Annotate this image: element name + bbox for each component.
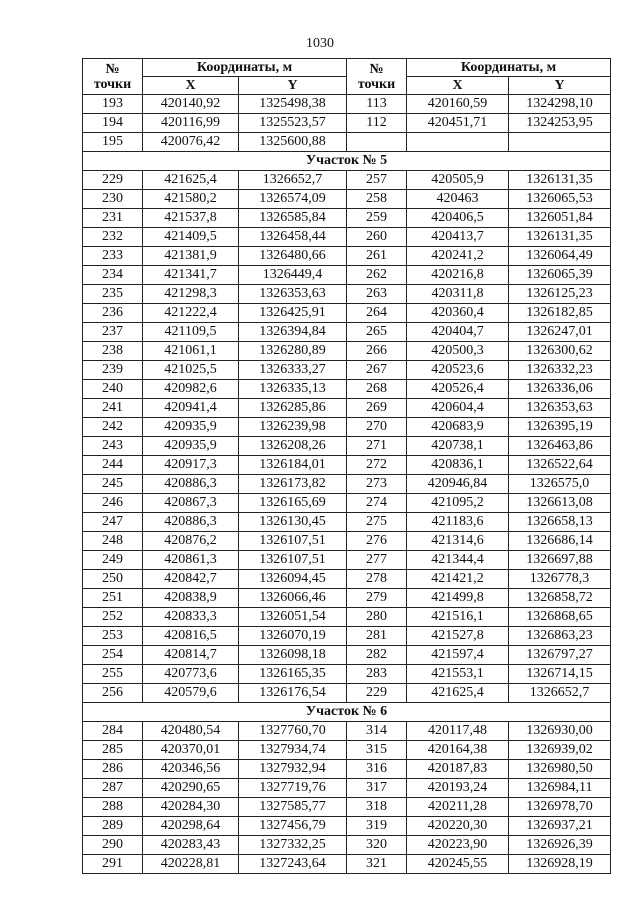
x-coordinate-left: 420886,3 — [143, 475, 239, 494]
x-coordinate-right: 421625,4 — [407, 684, 509, 703]
point-number-right: 258 — [347, 190, 407, 209]
y-coordinate-left: 1327243,64 — [239, 855, 347, 874]
y-coordinate-left: 1326449,4 — [239, 266, 347, 285]
table-row — [83, 589, 611, 608]
point-number-right: 260 — [347, 228, 407, 247]
table-row — [83, 171, 611, 190]
y-coordinate-left: 1326066,46 — [239, 589, 347, 608]
point-number-right: 261 — [347, 247, 407, 266]
point-number-right: 319 — [347, 817, 407, 836]
x-coordinate-left: 420298,64 — [143, 817, 239, 836]
y-coordinate-right: 1326575,0 — [509, 475, 611, 494]
x-coordinate-right: 421344,4 — [407, 551, 509, 570]
point-number-right: 320 — [347, 836, 407, 855]
point-number-right: 270 — [347, 418, 407, 437]
x-coordinate-right: 421499,8 — [407, 589, 509, 608]
x-coordinate-left: 420283,43 — [143, 836, 239, 855]
x-coordinate-left: 420861,3 — [143, 551, 239, 570]
point-number-right: 266 — [347, 342, 407, 361]
x-coordinate-left: 420773,6 — [143, 665, 239, 684]
point-number-right: 318 — [347, 798, 407, 817]
y-coordinate-left: 1325498,38 — [239, 95, 347, 114]
y-coordinate-right: 1324253,95 — [509, 114, 611, 133]
point-number-left: 254 — [83, 646, 143, 665]
x-coordinate-left: 421109,5 — [143, 323, 239, 342]
x-coordinate-left: 420935,9 — [143, 418, 239, 437]
point-number-right: 315 — [347, 741, 407, 760]
table-row — [83, 114, 611, 133]
table-row — [83, 323, 611, 342]
y-coordinate-left: 1326425,91 — [239, 304, 347, 323]
y-coordinate-right: 1326125,23 — [509, 285, 611, 304]
point-number-left: 241 — [83, 399, 143, 418]
point-number-left: 242 — [83, 418, 143, 437]
header-point-number-left — [83, 59, 143, 95]
y-coordinate-left: 1326239,98 — [239, 418, 347, 437]
table-row — [83, 855, 611, 874]
x-coordinate-left: 420886,3 — [143, 513, 239, 532]
table-row — [83, 513, 611, 532]
page-number: 1030 — [306, 36, 334, 51]
point-number-left: 232 — [83, 228, 143, 247]
point-number-left: 236 — [83, 304, 143, 323]
y-coordinate-right: 1326522,64 — [509, 456, 611, 475]
x-coordinate-right: 420220,30 — [407, 817, 509, 836]
x-coordinate-right — [407, 133, 509, 152]
x-coordinate-left: 420814,7 — [143, 646, 239, 665]
table-row — [83, 608, 611, 627]
point-number-left: 238 — [83, 342, 143, 361]
point-number-right: 277 — [347, 551, 407, 570]
y-coordinate-left: 1326107,51 — [239, 551, 347, 570]
header-y-left: Y — [239, 77, 347, 95]
point-number-left: 233 — [83, 247, 143, 266]
y-coordinate-right: 1326778,3 — [509, 570, 611, 589]
y-coordinate-left: 1327456,79 — [239, 817, 347, 836]
x-coordinate-left: 421298,3 — [143, 285, 239, 304]
x-coordinate-left: 420935,9 — [143, 437, 239, 456]
x-coordinate-right: 420604,4 — [407, 399, 509, 418]
x-coordinate-right: 421183,6 — [407, 513, 509, 532]
x-coordinate-left: 421341,7 — [143, 266, 239, 285]
table-row — [83, 266, 611, 285]
x-coordinate-right: 420946,84 — [407, 475, 509, 494]
point-number-left: 245 — [83, 475, 143, 494]
point-number-right: 321 — [347, 855, 407, 874]
table-row — [83, 627, 611, 646]
x-coordinate-left: 421625,4 — [143, 171, 239, 190]
table-row — [83, 399, 611, 418]
y-coordinate-left: 1326353,63 — [239, 285, 347, 304]
x-coordinate-left: 421409,5 — [143, 228, 239, 247]
point-number-left: 231 — [83, 209, 143, 228]
x-coordinate-left: 421222,4 — [143, 304, 239, 323]
point-number-left: 255 — [83, 665, 143, 684]
y-coordinate-left: 1326574,09 — [239, 190, 347, 209]
x-coordinate-left: 420876,2 — [143, 532, 239, 551]
x-coordinate-right: 421314,6 — [407, 532, 509, 551]
point-number-right: 317 — [347, 779, 407, 798]
section-row — [83, 152, 611, 171]
x-coordinate-left: 420290,65 — [143, 779, 239, 798]
x-coordinate-left: 420284,30 — [143, 798, 239, 817]
y-coordinate-right: 1326926,39 — [509, 836, 611, 855]
x-coordinate-right: 420500,3 — [407, 342, 509, 361]
table-row — [83, 684, 611, 703]
x-coordinate-right: 421527,8 — [407, 627, 509, 646]
y-coordinate-right: 1326863,23 — [509, 627, 611, 646]
x-coordinate-right: 421553,1 — [407, 665, 509, 684]
point-number-left: 253 — [83, 627, 143, 646]
point-number-left: 256 — [83, 684, 143, 703]
y-coordinate-right: 1326868,65 — [509, 608, 611, 627]
y-coordinate-right: 1326463,86 — [509, 437, 611, 456]
y-coordinate-left: 1327934,74 — [239, 741, 347, 760]
x-coordinate-left: 420941,4 — [143, 399, 239, 418]
point-number-left: 240 — [83, 380, 143, 399]
x-coordinate-right: 420451,71 — [407, 114, 509, 133]
x-coordinate-right: 421597,4 — [407, 646, 509, 665]
x-coordinate-right: 420463 — [407, 190, 509, 209]
table-row — [83, 741, 611, 760]
x-coordinate-right: 420505,9 — [407, 171, 509, 190]
x-coordinate-right: 420404,7 — [407, 323, 509, 342]
point-number-left: 250 — [83, 570, 143, 589]
x-coordinate-right: 421421,2 — [407, 570, 509, 589]
y-coordinate-left: 1326285,86 — [239, 399, 347, 418]
x-coordinate-left: 421381,9 — [143, 247, 239, 266]
point-number-right: 278 — [347, 570, 407, 589]
table-row — [83, 798, 611, 817]
y-coordinate-right: 1326395,19 — [509, 418, 611, 437]
x-coordinate-left: 421580,2 — [143, 190, 239, 209]
y-coordinate-left: 1326070,19 — [239, 627, 347, 646]
point-number-right: 112 — [347, 114, 407, 133]
point-number-left: 195 — [83, 133, 143, 152]
point-number-left: 286 — [83, 760, 143, 779]
x-coordinate-right: 420117,48 — [407, 722, 509, 741]
table-row — [83, 342, 611, 361]
point-number-right: 271 — [347, 437, 407, 456]
y-coordinate-right: 1326658,13 — [509, 513, 611, 532]
table-row — [83, 209, 611, 228]
y-coordinate-left: 1326652,7 — [239, 171, 347, 190]
y-coordinate-right: 1326697,88 — [509, 551, 611, 570]
section-row — [83, 703, 611, 722]
point-number-left: 237 — [83, 323, 143, 342]
x-coordinate-right: 420160,59 — [407, 95, 509, 114]
x-coordinate-left: 420816,5 — [143, 627, 239, 646]
x-coordinate-right: 420683,9 — [407, 418, 509, 437]
table-row — [83, 190, 611, 209]
y-coordinate-right: 1326065,39 — [509, 266, 611, 285]
header-point-number-right — [347, 59, 407, 95]
point-number-right: 257 — [347, 171, 407, 190]
y-coordinate-right: 1326652,7 — [509, 684, 611, 703]
table-row — [83, 779, 611, 798]
x-coordinate-left: 420579,6 — [143, 684, 239, 703]
x-coordinate-left: 420917,3 — [143, 456, 239, 475]
y-coordinate-right: 1326051,84 — [509, 209, 611, 228]
y-coordinate-left: 1326165,69 — [239, 494, 347, 513]
section-title: Участок № 5 — [83, 152, 611, 171]
point-number-right: 281 — [347, 627, 407, 646]
point-number-left: 251 — [83, 589, 143, 608]
x-coordinate-left: 421537,8 — [143, 209, 239, 228]
y-coordinate-right: 1326714,15 — [509, 665, 611, 684]
y-coordinate-right: 1326247,01 — [509, 323, 611, 342]
point-number-left: 252 — [83, 608, 143, 627]
y-coordinate-left: 1327585,77 — [239, 798, 347, 817]
y-coordinate-left: 1326394,84 — [239, 323, 347, 342]
y-coordinate-left: 1326458,44 — [239, 228, 347, 247]
y-coordinate-left: 1327932,94 — [239, 760, 347, 779]
point-number-right: 265 — [347, 323, 407, 342]
table-row — [83, 494, 611, 513]
x-coordinate-right: 420211,28 — [407, 798, 509, 817]
point-number-left: 290 — [83, 836, 143, 855]
coordinates-table — [82, 58, 611, 874]
x-coordinate-right: 420523,6 — [407, 361, 509, 380]
point-number-right: 113 — [347, 95, 407, 114]
table-row — [83, 665, 611, 684]
x-coordinate-right: 420413,7 — [407, 228, 509, 247]
x-coordinate-right: 420738,1 — [407, 437, 509, 456]
table-row — [83, 361, 611, 380]
point-number-right: 280 — [347, 608, 407, 627]
x-coordinate-right: 421095,2 — [407, 494, 509, 513]
header-x-right: X — [407, 77, 509, 95]
header-y-right: Y — [509, 77, 611, 95]
point-number-left: 291 — [83, 855, 143, 874]
point-number-left: 247 — [83, 513, 143, 532]
point-number-left: 289 — [83, 817, 143, 836]
y-coordinate-left: 1327332,25 — [239, 836, 347, 855]
x-coordinate-left: 420480,54 — [143, 722, 239, 741]
table-row — [83, 95, 611, 114]
x-coordinate-left: 420116,99 — [143, 114, 239, 133]
point-number-right: 229 — [347, 684, 407, 703]
y-coordinate-right: 1326182,85 — [509, 304, 611, 323]
table-row — [83, 133, 611, 152]
x-coordinate-right: 420406,5 — [407, 209, 509, 228]
y-coordinate-right: 1324298,10 — [509, 95, 611, 114]
y-coordinate-left: 1326130,45 — [239, 513, 347, 532]
point-number-right: 264 — [347, 304, 407, 323]
table-row — [83, 570, 611, 589]
table-row — [83, 551, 611, 570]
point-number-left: 287 — [83, 779, 143, 798]
point-number-left: 229 — [83, 171, 143, 190]
point-number-right: 268 — [347, 380, 407, 399]
point-number-right: 263 — [347, 285, 407, 304]
x-coordinate-right: 420223,90 — [407, 836, 509, 855]
x-coordinate-left: 420228,81 — [143, 855, 239, 874]
y-coordinate-left: 1327760,70 — [239, 722, 347, 741]
point-number-right: 267 — [347, 361, 407, 380]
point-number-left: 244 — [83, 456, 143, 475]
table-body — [83, 95, 611, 874]
point-number-right: 279 — [347, 589, 407, 608]
point-number-right: 283 — [347, 665, 407, 684]
y-coordinate-left: 1326184,01 — [239, 456, 347, 475]
table-row — [83, 760, 611, 779]
x-coordinate-right: 420164,38 — [407, 741, 509, 760]
section-title: Участок № 6 — [83, 703, 611, 722]
y-coordinate-left: 1325523,57 — [239, 114, 347, 133]
x-coordinate-right: 420836,1 — [407, 456, 509, 475]
y-coordinate-left: 1326094,45 — [239, 570, 347, 589]
table-row — [83, 646, 611, 665]
table-row — [83, 228, 611, 247]
header-coords-title-right: Координаты, м — [407, 59, 611, 77]
x-coordinate-right: 420187,83 — [407, 760, 509, 779]
x-coordinate-left: 420346,56 — [143, 760, 239, 779]
y-coordinate-right: 1326332,23 — [509, 361, 611, 380]
header-num-symbol: № — [369, 61, 384, 77]
x-coordinate-right: 420241,2 — [407, 247, 509, 266]
table-row — [83, 722, 611, 741]
y-coordinate-right: 1326980,50 — [509, 760, 611, 779]
y-coordinate-right: 1326065,53 — [509, 190, 611, 209]
point-number-left: 243 — [83, 437, 143, 456]
x-coordinate-left: 420867,3 — [143, 494, 239, 513]
y-coordinate-left: 1326051,54 — [239, 608, 347, 627]
x-coordinate-left: 420838,9 — [143, 589, 239, 608]
table-row — [83, 532, 611, 551]
x-coordinate-left: 420140,92 — [143, 95, 239, 114]
x-coordinate-right: 420216,8 — [407, 266, 509, 285]
table-header — [83, 59, 611, 95]
y-coordinate-right: 1326300,62 — [509, 342, 611, 361]
x-coordinate-left: 420076,42 — [143, 133, 239, 152]
table-row — [83, 285, 611, 304]
y-coordinate-right: 1326937,21 — [509, 817, 611, 836]
y-coordinate-right: 1326928,19 — [509, 855, 611, 874]
table-row — [83, 456, 611, 475]
y-coordinate-left: 1326176,54 — [239, 684, 347, 703]
y-coordinate-right — [509, 133, 611, 152]
x-coordinate-left: 420842,7 — [143, 570, 239, 589]
point-number-right: 272 — [347, 456, 407, 475]
y-coordinate-right: 1326930,00 — [509, 722, 611, 741]
point-number-left: 193 — [83, 95, 143, 114]
table-row — [83, 475, 611, 494]
point-number-right: 273 — [347, 475, 407, 494]
point-number-left: 239 — [83, 361, 143, 380]
table-row — [83, 380, 611, 399]
y-coordinate-right: 1326984,11 — [509, 779, 611, 798]
header-num-label: точки — [357, 76, 396, 92]
y-coordinate-left: 1326208,26 — [239, 437, 347, 456]
y-coordinate-right: 1326336,06 — [509, 380, 611, 399]
point-number-left: 230 — [83, 190, 143, 209]
y-coordinate-right: 1326131,35 — [509, 228, 611, 247]
table-row — [83, 437, 611, 456]
x-coordinate-left: 420833,3 — [143, 608, 239, 627]
point-number-left: 234 — [83, 266, 143, 285]
point-number-right: 276 — [347, 532, 407, 551]
y-coordinate-left: 1325600,88 — [239, 133, 347, 152]
header-num-label: точки — [93, 76, 132, 92]
y-coordinate-right: 1326858,72 — [509, 589, 611, 608]
y-coordinate-left: 1326333,27 — [239, 361, 347, 380]
y-coordinate-left: 1326173,82 — [239, 475, 347, 494]
y-coordinate-left: 1326098,18 — [239, 646, 347, 665]
y-coordinate-right: 1326353,63 — [509, 399, 611, 418]
x-coordinate-right: 420311,8 — [407, 285, 509, 304]
x-coordinate-left: 420982,6 — [143, 380, 239, 399]
point-number-left: 284 — [83, 722, 143, 741]
table-row — [83, 817, 611, 836]
point-number-left: 235 — [83, 285, 143, 304]
point-number-left: 288 — [83, 798, 143, 817]
point-number-left: 285 — [83, 741, 143, 760]
point-number-right: 269 — [347, 399, 407, 418]
point-number-right: 282 — [347, 646, 407, 665]
point-number-right: 259 — [347, 209, 407, 228]
y-coordinate-left: 1326107,51 — [239, 532, 347, 551]
y-coordinate-left: 1326165,35 — [239, 665, 347, 684]
table-row — [83, 836, 611, 855]
y-coordinate-left: 1326280,89 — [239, 342, 347, 361]
y-coordinate-right: 1326978,70 — [509, 798, 611, 817]
point-number-left: 248 — [83, 532, 143, 551]
table-row — [83, 418, 611, 437]
x-coordinate-right: 420526,4 — [407, 380, 509, 399]
header-num-symbol: № — [105, 61, 120, 77]
x-coordinate-right: 420360,4 — [407, 304, 509, 323]
point-number-right: 274 — [347, 494, 407, 513]
x-coordinate-right: 421516,1 — [407, 608, 509, 627]
point-number-right: 275 — [347, 513, 407, 532]
y-coordinate-right: 1326064,49 — [509, 247, 611, 266]
point-number-left: 194 — [83, 114, 143, 133]
point-number-right: 262 — [347, 266, 407, 285]
y-coordinate-right: 1326797,27 — [509, 646, 611, 665]
y-coordinate-left: 1326585,84 — [239, 209, 347, 228]
y-coordinate-right: 1326131,35 — [509, 171, 611, 190]
y-coordinate-left: 1326480,66 — [239, 247, 347, 266]
point-number-right: 316 — [347, 760, 407, 779]
point-number-right: 314 — [347, 722, 407, 741]
table-row — [83, 247, 611, 266]
header-coords-title-left: Координаты, м — [143, 59, 347, 77]
point-number-left: 246 — [83, 494, 143, 513]
y-coordinate-right: 1326686,14 — [509, 532, 611, 551]
x-coordinate-right: 420193,24 — [407, 779, 509, 798]
y-coordinate-left: 1326335,13 — [239, 380, 347, 399]
x-coordinate-left: 420370,01 — [143, 741, 239, 760]
point-number-right — [347, 133, 407, 152]
y-coordinate-left: 1327719,76 — [239, 779, 347, 798]
y-coordinate-right: 1326613,08 — [509, 494, 611, 513]
point-number-left: 249 — [83, 551, 143, 570]
table-row — [83, 304, 611, 323]
x-coordinate-left: 421061,1 — [143, 342, 239, 361]
y-coordinate-right: 1326939,02 — [509, 741, 611, 760]
header-x-left: X — [143, 77, 239, 95]
x-coordinate-left: 421025,5 — [143, 361, 239, 380]
x-coordinate-right: 420245,55 — [407, 855, 509, 874]
